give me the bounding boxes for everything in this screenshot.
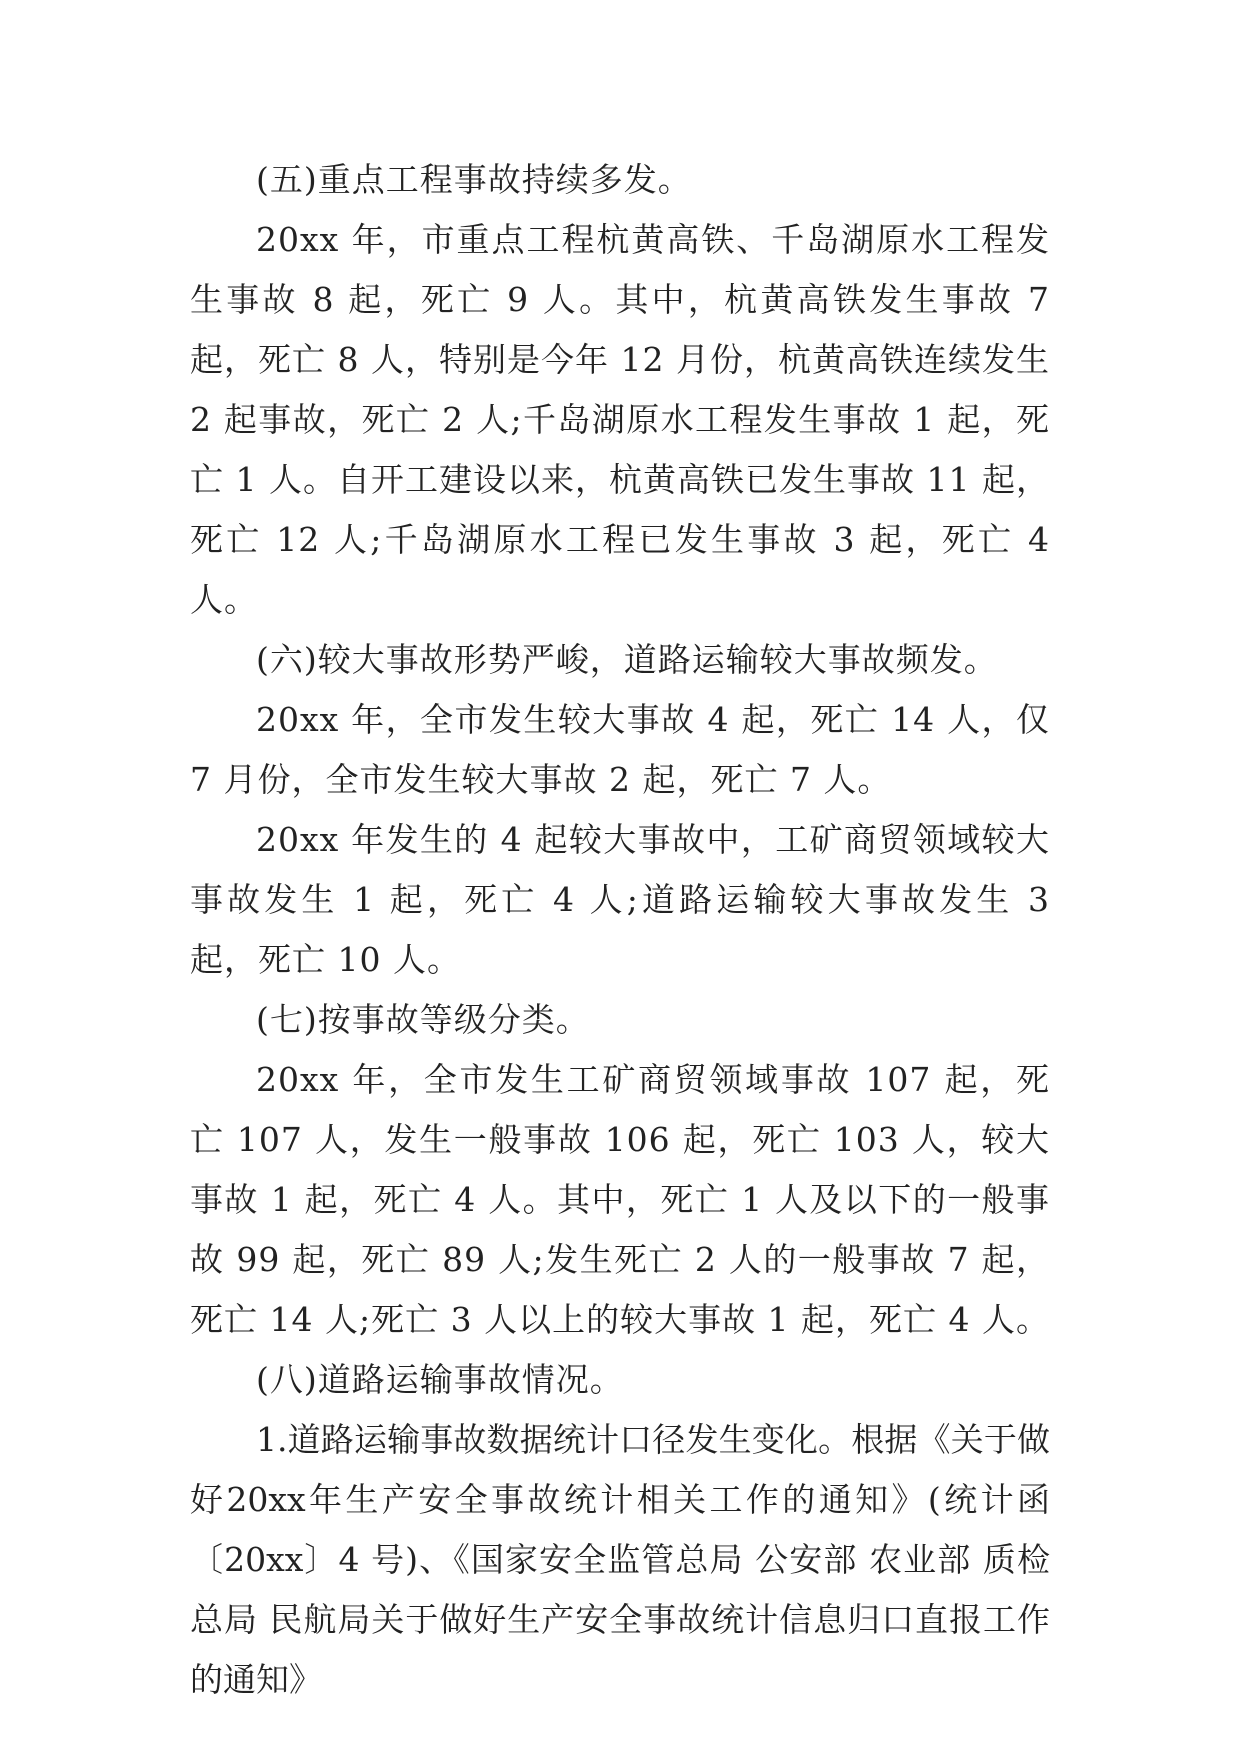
document-body <box>190 150 1050 1710</box>
paragraph-road-transport: 1.道路运输事故数据统计口径发生变化。根据《关于做好20xx年生产安全事故统计相关工作的通知》(统计函〔20xx〕4 号)、《国家安全监管总局 公安部 农业部 质检总局 民航局关于做好生产安全事故统计信息归口直报工作的通知》 <box>190 1420 1050 1699</box>
section-heading-5: (五)重点工程事故持续多发。 <box>256 160 692 199</box>
paragraph-major-accidents-breakdown: 20xx 年发生的 4 起较大事故中，工矿商贸领域较大事故发生 1 起，死亡 4 人;道路运输较大事故发生 3 起，死亡 10 人。 <box>190 820 1050 979</box>
section-heading-6: (六)较大事故形势严峻，道路运输较大事故频发。 <box>256 640 998 679</box>
paragraph-accident-levels: 20xx 年，全市发生工矿商贸领域事故 107 起，死亡 107 人，发生一般事故 106 起，死亡 103 人，较大事故 1 起，死亡 4 人。其中，死亡 1 人及以下的一般事故 99 起，死亡 89 人;发生死亡 2 人的一般事故 7 起，死亡 14 人;死亡 3 人以上的较大事故 1 起，死亡 4 人。 <box>190 1060 1051 1339</box>
section-heading-7: (七)按事故等级分类。 <box>256 1000 590 1039</box>
paragraph-major-accidents: 20xx 年，全市发生较大事故 4 起，死亡 14 人，仅 7 月份，全市发生较大事故 2 起，死亡 7 人。 <box>190 700 1050 799</box>
paragraph-key-projects: 20xx 年，市重点工程杭黄高铁、千岛湖原水工程发生事故 8 起，死亡 9 人。其中，杭黄高铁发生事故 7 起，死亡 8 人，特别是今年 12 月份，杭黄高铁连续发生 2 起事故，死亡 2 人;千岛湖原水工程发生事故 1 起，死亡 1 人。自开工建设以来，杭黄高铁已发生事故 11 起，死亡 12 人;千岛湖原水工程已发生事故 3 起，死亡 4 人。 <box>190 220 1050 619</box>
section-heading-8: (八)道路运输事故情况。 <box>256 1360 624 1399</box>
